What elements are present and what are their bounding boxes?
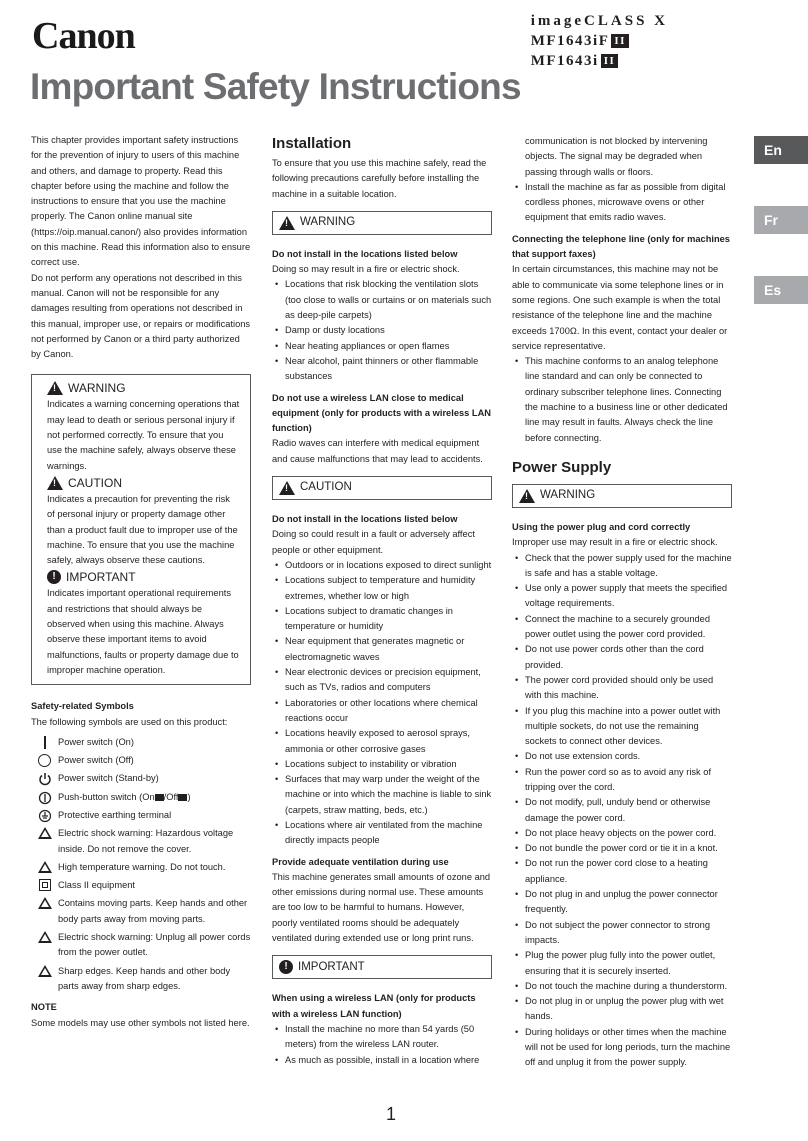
- warning-banner: ! WARNING: [512, 484, 732, 508]
- installation-intro: To ensure that you use this machine safely, read the following precautions carefully before installing the machine in a suitable location.: [272, 158, 487, 199]
- lang-tab-es[interactable]: Es: [754, 276, 808, 304]
- list-item: • Locations subject to dramatic changes in temperature or humidity: [272, 604, 492, 635]
- continued-list: [512, 134, 732, 226]
- list-item: • Damp or dusty locations: [272, 323, 492, 338]
- list-item: • Near heating appliances or open flames: [272, 339, 492, 354]
- list-item: • Near equipment that generates magnetic or electromagnetic waves: [272, 634, 492, 665]
- caution-2-text: This machine generates small amounts of ozone and other emissions during normal use. These amounts are too low to be harmful to humans. However, poorly ventilated rooms should be adequately ventilated during extended use or long print runs.: [272, 871, 491, 944]
- list-item-continued: communication is not blocked by intervening objects. The signal may be degraded when passing through walls or floors.: [525, 136, 708, 177]
- list-item: • Do not plug in or unplug the power plug with wet hands.: [512, 994, 732, 1025]
- power-1-list: [512, 551, 732, 1071]
- symbol-row: Class II equipment: [31, 878, 251, 893]
- list-item: • Laboratories or other locations where chemical reactions occur: [272, 696, 492, 727]
- warning-icon: [47, 381, 63, 395]
- warning-1-intro: Doing so may result in a fire or electric shock.: [272, 264, 460, 275]
- list-item: • Do not subject the power connector to strong impacts.: [512, 918, 732, 949]
- list-item: • Do not plug in and unplug the power connector frequently.: [512, 887, 732, 918]
- list-item: • Surfaces that may warp under the weight of the machine or into which the machine is liable to sink (carpets, straw matting, beds, etc.): [272, 772, 492, 818]
- list-item: • Locations heavily exposed to aerosol sprays, ammonia or other corrosive gases: [272, 726, 492, 757]
- power-supply-heading: Power Supply: [512, 458, 612, 476]
- caution-1-list: [272, 558, 492, 849]
- lang-tab-en[interactable]: En: [754, 136, 808, 164]
- intro-paragraph: This chapter provides important safety instructions for the prevention of injury to users of this machine and others, and damage to property. Read this chapter before using the machine and follow the instructions to ensure that you use the machine properly. The Canon online manual site (https://oip.manual.canon/) also provides information on this machine. Read this information also to ensure correct use.: [31, 135, 251, 268]
- list-item: • The power cord provided should only be used with this machine.: [512, 673, 732, 704]
- roman-two-badge: II: [601, 54, 619, 68]
- lang-tab-fr[interactable]: Fr: [754, 206, 808, 234]
- warning-1-heading: Do not install in the locations listed below: [272, 248, 458, 259]
- power-1-intro: Improper use may result in a fire or electric shock.: [512, 537, 718, 548]
- symbols-heading: Safety-related Symbols: [31, 701, 134, 712]
- list-item: • Do not use power cords other than the cord provided.: [512, 642, 732, 673]
- model-name-2: MF1643i II: [531, 51, 668, 71]
- list-item: • Locations where air ventilated from the machine directly impacts people: [272, 818, 492, 849]
- warning-2-text: Radio waves can interfere with medical equipment and cause malfunctions that may lead to accidents.: [272, 438, 483, 464]
- important-1-heading: When using a wireless LAN (only for products with a wireless LAN function): [272, 993, 476, 1019]
- important-icon: !: [47, 570, 61, 584]
- symbol-row: Electric shock warning: Hazardous voltage inside. Do not remove the cover.: [31, 826, 251, 857]
- roman-two-badge: II: [611, 34, 629, 48]
- important-icon: !: [279, 960, 293, 974]
- symbol-row: High temperature warning. Do not touch.: [31, 860, 251, 875]
- symbol-row: Electric shock warning: Unplug all power cords from the power outlet.: [31, 930, 251, 961]
- list-item: • Connect the machine to a securely grounded power outlet using the power cord provided.: [512, 612, 732, 643]
- column-left: [31, 133, 251, 1031]
- caution-icon: [47, 476, 63, 490]
- list-item: • Near alcohol, paint thinners or other flammable substances: [272, 354, 492, 385]
- symbol-row: Power switch (On): [31, 735, 251, 750]
- model-block: [531, 12, 668, 71]
- page-number: 1: [386, 1104, 397, 1124]
- list-item: • Locations that risk blocking the ventilation slots (too close to walls or curtains or on materials such as deep-pile carpets): [272, 277, 492, 323]
- unplug-cords-icon: [38, 931, 52, 943]
- signal-words-legend: [31, 374, 251, 685]
- telephone-heading: Connecting the telephone line (only for machines that support faxes): [512, 233, 730, 260]
- legend-warning-head: ! WARNING: [47, 379, 240, 397]
- symbol-row: Protective earthing terminal: [31, 808, 251, 823]
- warning-2-heading: Do not use a wireless LAN close to medical equipment (only for products with a wireless LAN function): [272, 392, 492, 434]
- list-item: • Locations subject to instability or vibration: [272, 757, 492, 772]
- symbol-row: Power switch (Stand-by): [31, 771, 251, 786]
- note-heading: NOTE: [31, 1002, 57, 1013]
- intro-paragraph-2: Do not perform any operations not described in this manual. Canon will not be responsible for any damages resulting from operations not described in this manual, improper use, or repairs or modifications not performed by Canon or a third party authorized by Canon.: [31, 272, 251, 360]
- list-item: • Do not touch the machine during a thunderstorm.: [512, 979, 732, 994]
- canon-logo: Canon: [32, 15, 135, 57]
- legend-caution-head: ! CAUTION: [47, 474, 240, 492]
- list-item: • Run the power cord so as to avoid any risk of tripping over the cord.: [512, 765, 732, 796]
- caution-2-heading: Provide adequate ventilation during use: [272, 856, 449, 867]
- protective-earth-icon: [38, 809, 52, 823]
- list-item: • Install the machine as far as possible from digital cordless phones, microwave ovens or other equipment that emits radio waves.: [512, 180, 732, 226]
- symbol-row: Contains moving parts. Keep hands and other body parts away from moving parts.: [31, 896, 251, 927]
- telephone-list: [512, 354, 732, 446]
- list-item: • This machine conforms to an analog telephone line standard and can only be connected to ordinary subscriber telephone lines. Connecting the machine to a business line or other dedicated line may result in faults. Always check the line before connecting.: [512, 354, 732, 446]
- column-middle: [272, 134, 492, 1068]
- list-item: • Check that the power supply used for the machine is safe and has a stable voltage.: [512, 551, 732, 582]
- legend-important-head: ! IMPORTANT: [47, 568, 240, 586]
- list-item: • Plug the power plug fully into the power outlet, ensuring that it is securely inserted.: [512, 948, 732, 979]
- list-item: • Do not use extension cords.: [512, 749, 732, 764]
- list-item: • Outdoors or in locations exposed to direct sunlight: [272, 558, 492, 573]
- warning-icon: [519, 489, 535, 503]
- list-item: • Do not bundle the power cord or tie it in a knot.: [512, 841, 732, 856]
- product-line: imageCLASS X: [530, 13, 668, 29]
- high-temp-icon: [38, 861, 52, 873]
- push-button-icon: [38, 791, 52, 805]
- warning-icon: [279, 216, 295, 230]
- note-text: Some models may use other symbols not listed here.: [31, 1017, 250, 1028]
- list-item: • As much as possible, install in a location where: [272, 1053, 492, 1068]
- list-item: • During holidays or other times when the machine will not be used for long periods, turn the machine off and unplug it from the power supply.: [512, 1025, 732, 1071]
- caution-banner: ! CAUTION: [272, 476, 492, 500]
- legend-caution-text: Indicates a precaution for preventing the risk of personal injury or property damage other than a product fault due to improper use of the machine. To ensure that you use the machine safely, always observe these cautions.: [47, 493, 238, 566]
- telephone-text: In certain circumstances, this machine may not be able to communicate via some telephone lines or in some regions. One such example is when the total resistance of the telephone line and the machine exceeds 1700Ω. In this event, contact your dealer or service representative.: [512, 264, 728, 351]
- caution-icon: [279, 481, 295, 495]
- list-item: • Do not place heavy objects on the power cord.: [512, 826, 732, 841]
- standby-icon: [38, 772, 52, 786]
- installation-heading: Installation: [272, 135, 352, 152]
- list-item: • Do not modify, pull, unduly bend or otherwise damage the power cord.: [512, 795, 732, 826]
- electric-shock-icon: [38, 827, 52, 839]
- list-item: • Use only a power supply that meets the specified voltage requirements.: [512, 581, 732, 612]
- on-state-icon: [155, 791, 164, 801]
- model-name-1: MF1643iF II: [531, 31, 668, 51]
- symbol-row: Push-button switch (On /Off ): [31, 790, 251, 805]
- warning-1-list: [272, 277, 492, 384]
- symbol-row: Sharp edges. Keep hands and other body parts away from sharp edges.: [31, 964, 251, 995]
- class-ii-icon: [39, 879, 51, 891]
- important-banner: ! IMPORTANT: [272, 955, 492, 979]
- column-right: [512, 134, 732, 1071]
- list-item: • If you plug this machine into a power outlet with multiple sockets, do not use the remaining sockets to connect other devices.: [512, 704, 732, 750]
- warning-banner: ! WARNING: [272, 211, 492, 235]
- caution-1-intro: Doing so could result in a fault or adversely affect people or other equipment.: [272, 529, 475, 555]
- legend-important-text: Indicates important operational requirements and restrictions that should always be observed when using this machine. Always observe these important items to avoid malfunctions, faults or property damage due to improper machine operation.: [47, 588, 239, 675]
- sharp-edges-icon: [38, 965, 52, 977]
- caution-1-heading: Do not install in the locations listed below: [272, 514, 458, 525]
- symbols-intro: The following symbols are used on this product:: [31, 716, 228, 727]
- list-item: • Do not run the power cord close to a heating appliance.: [512, 856, 732, 887]
- power-off-icon: [38, 754, 51, 767]
- moving-parts-icon: [38, 897, 52, 909]
- power-1-heading: Using the power plug and cord correctly: [512, 521, 691, 532]
- list-item: • Near electronic devices or precision equipment, such as TVs, radios and computers: [272, 665, 492, 696]
- list-item: • Install the machine no more than 54 yards (50 meters) from the wireless LAN router.: [272, 1022, 492, 1053]
- power-on-icon: [44, 736, 46, 749]
- page-title: Important Safety Instructions: [30, 66, 521, 107]
- important-1-list: [272, 1022, 492, 1068]
- symbol-row: Power switch (Off): [31, 753, 251, 768]
- list-item: • Locations subject to temperature and humidity extremes, whether low or high: [272, 573, 492, 604]
- legend-warning-text: Indicates a warning concerning operations that may lead to death or serious personal injury if not performed correctly. To ensure that you use the machine safely, always observe these warnings.: [47, 399, 240, 471]
